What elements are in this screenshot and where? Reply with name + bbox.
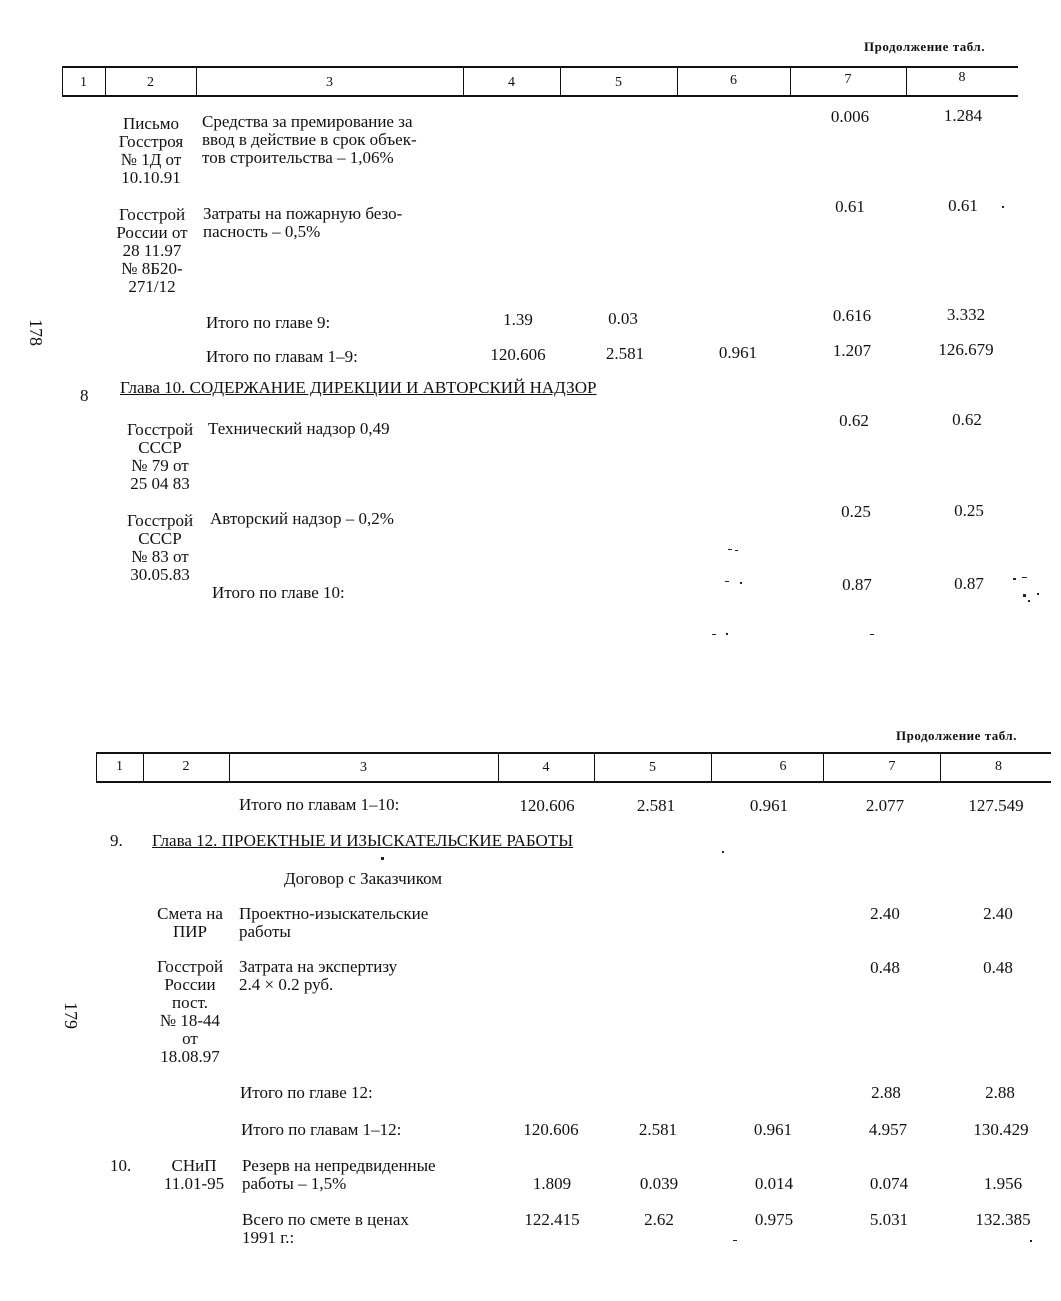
subtotal-label: Итого по главе 9: [206, 313, 331, 332]
row-col7: 1.207 [832, 341, 872, 360]
row-col8: 126.679 [938, 340, 994, 359]
header-col-4: 4 [542, 760, 550, 775]
header-top-rule [62, 66, 1018, 68]
chapter-title: Глава 12. ПРОЕКТНЫЕ И ИЗЫСКАТЕЛЬСКИЕ РАБОТЫ [152, 831, 574, 850]
row-col8: 0.48 [983, 958, 1013, 977]
header-col-3: 3 [360, 760, 367, 775]
row-col8: 2.40 [983, 904, 1013, 923]
row-source: СНиП 11.01-95 [163, 1156, 225, 1193]
scan-speck [1037, 593, 1039, 595]
chapter-number: 9. [110, 831, 123, 850]
row-col6: 0.961 [749, 796, 789, 815]
header-col-8: 8 [995, 759, 1002, 774]
row-col7: 2.88 [871, 1083, 901, 1102]
row-col5: 2.581 [636, 796, 676, 815]
row-description: Авторский надзор – 0,2% [210, 509, 394, 528]
row-col7: 0.25 [841, 502, 871, 521]
scan-speck [1030, 1240, 1032, 1242]
scan-speck [712, 634, 716, 635]
subtotal-label: Итого по главам 1–9: [206, 347, 358, 366]
row-col7: 0.006 [830, 107, 870, 126]
subtotal-label: Итого по главам 1–10: [239, 795, 400, 814]
row-col8: 1.956 [983, 1174, 1023, 1193]
row-col8: 127.549 [968, 796, 1024, 815]
scan-speck [870, 634, 874, 635]
row-col4: 1.809 [532, 1174, 572, 1193]
header-col-1: 1 [80, 75, 87, 90]
row-source: Госстрой СССР № 83 от 30.05.83 [126, 511, 194, 584]
header-col-3: 3 [326, 75, 333, 90]
grand-total-label: Всего по смете в ценах 1991 г.: [242, 1210, 409, 1247]
header-col-2: 2 [147, 75, 154, 90]
row-description: Технический надзор 0,49 [208, 419, 390, 438]
row-col4: 1.39 [503, 310, 533, 329]
row-col8: 132.385 [975, 1210, 1031, 1229]
page-number: 179 [61, 1002, 81, 1029]
header-col-7: 7 [844, 72, 852, 87]
row-col7: 4.957 [868, 1120, 908, 1139]
row-col5: 0.03 [608, 309, 638, 328]
row-col7: 0.48 [870, 958, 900, 977]
header-bottom-rule [96, 781, 1051, 783]
scan-speck [1013, 578, 1016, 580]
row-col8: 0.25 [954, 501, 984, 520]
row-col6: 0.961 [718, 343, 758, 362]
page-number: 178 [26, 319, 46, 346]
scan-speck [381, 857, 384, 860]
header-col-8: 8 [958, 70, 966, 85]
row-col8: 3.332 [946, 305, 986, 324]
row-col7: 5.031 [869, 1210, 909, 1229]
subtotal-label: Итого по главе 10: [212, 583, 345, 602]
scan-speck [1002, 206, 1004, 208]
scan-speck [726, 633, 728, 635]
row-description: Средства за премирование за ввод в действие в срок объек- тов строительства – 1,06% [202, 112, 417, 167]
row-col8: 0.87 [954, 574, 984, 593]
continuation-label: Продолжение табл. [896, 728, 1017, 743]
scan-speck [740, 582, 742, 584]
row-col6: 0.961 [753, 1120, 793, 1139]
chapter-title: Глава 10. СОДЕРЖАНИЕ ДИРЕКЦИИ И АВТОРСКИЙ НАДЗОР [120, 378, 597, 397]
subtotal-label: Итого по главам 1–12: [241, 1120, 402, 1139]
row-source: Госстрой СССР № 79 от 25 04 83 [126, 420, 194, 493]
header-col-1: 1 [116, 759, 123, 774]
contract-label: Договор с Заказчиком [284, 869, 443, 888]
row-col5: 2.581 [605, 344, 645, 363]
header-col-6: 6 [730, 73, 737, 88]
header-col-4: 4 [508, 75, 515, 90]
row-source: Госстрой России пост. № 18-44 от 18.08.97 [156, 957, 224, 1066]
scan-speck [1028, 600, 1030, 602]
row-col7: 0.62 [839, 411, 869, 430]
scan-speck [735, 550, 738, 551]
subtotal-label: Итого по главе 12: [240, 1083, 373, 1102]
row-col8: 2.88 [985, 1083, 1015, 1102]
row-col5: 2.581 [638, 1120, 678, 1139]
scan-speck [728, 549, 732, 550]
scan-speck [733, 1240, 737, 1241]
row-col8: 0.62 [952, 410, 982, 429]
row-col7: 2.40 [870, 904, 900, 923]
chapter-number: 8 [80, 386, 89, 405]
row-col4: 122.415 [524, 1210, 580, 1229]
row-col4: 120.606 [519, 796, 575, 815]
header-col-6: 6 [779, 759, 787, 774]
row-col4: 120.606 [523, 1120, 579, 1139]
row-source: Госстрой России от 28 11.97 № 8Б20- 271/12 [116, 205, 188, 296]
row-col8: 1.284 [943, 106, 983, 125]
header-col-7: 7 [888, 759, 896, 774]
scan-speck [725, 581, 729, 582]
scan-speck [1023, 594, 1026, 597]
row-source: Письмо Госстроя № 1Д от 10.10.91 [118, 114, 184, 187]
row-col7: 2.077 [865, 796, 905, 815]
row-col7: 0.616 [832, 306, 872, 325]
scan-speck [722, 851, 724, 853]
row-col7: 0.61 [835, 197, 865, 216]
row-source: Смета на ПИР [157, 904, 223, 941]
header-bottom-rule [62, 95, 1018, 97]
row-col6: 0.975 [754, 1210, 794, 1229]
row-description: Затрата на экспертизу 2.4 × 0.2 руб. [239, 957, 398, 994]
row-description: Резерв на непредвиденные работы – 1,5% [242, 1156, 436, 1193]
row-col7: 0.074 [869, 1174, 909, 1193]
scan-speck [1022, 577, 1027, 578]
row-col5: 0.039 [639, 1174, 679, 1193]
row-col4: 120.606 [490, 345, 546, 364]
continuation-label: Продолжение табл. [864, 39, 985, 54]
header-col-5: 5 [615, 75, 622, 90]
row-number: 10. [110, 1156, 132, 1175]
header-top-rule [96, 752, 1051, 754]
header-col-5: 5 [649, 760, 656, 775]
row-description: Проектно-изыскательские работы [239, 904, 429, 941]
row-col8: 130.429 [973, 1120, 1029, 1139]
header-col-2: 2 [182, 759, 190, 774]
row-description: Затраты на пожарную безо- пасность – 0,5% [203, 204, 403, 241]
row-col7: 0.87 [842, 575, 872, 594]
row-col5: 2.62 [644, 1210, 674, 1229]
row-col6: 0.014 [754, 1174, 794, 1193]
row-col8: 0.61 [948, 196, 978, 215]
